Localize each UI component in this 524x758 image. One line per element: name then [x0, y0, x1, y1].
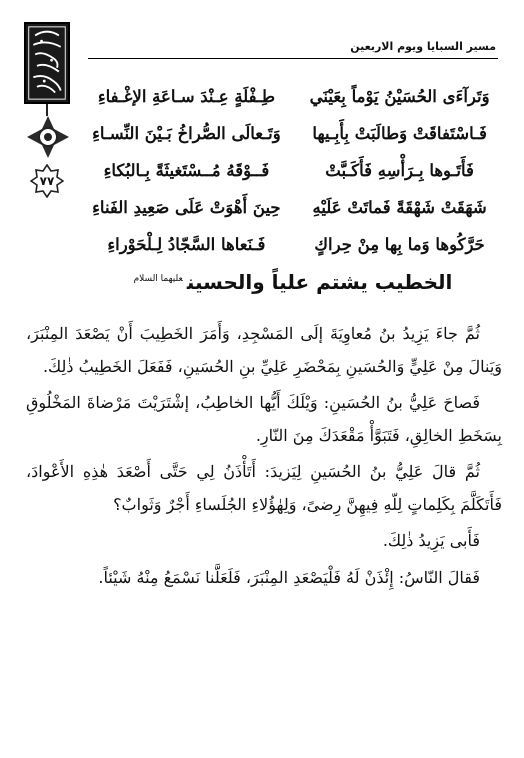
verse-second-hemistich: فَـنَعاها السَّجّادُ لِـلْحَوْراءِ: [107, 235, 266, 254]
section-heading: [88, 270, 498, 294]
paragraph: فَصاحَ عَلِيُّ بنُ الحُسَينِ: وَيْلَكَ أَيُّها الخاطِبُ، إشْتَرَيْتَ مَرْضاةَ المَخْلُوقِ بِسَخَطِ الخالِقِ، فَتَبَوَّأْ مَقْعَدَكَ مِنَ النّارِ.: [26, 393, 502, 445]
verse-second-hemistich: فَــوْقَهُ مُــسْتَغيثَةً بِـالبُكاءِ: [103, 161, 270, 180]
paragraph: فَقالَ النّاسُ: إِئْذَنْ لَهُ فَلْيَصْعَدِ المِنْبَرَ، فَلَعَلَّنا نَسْمَعُ مِنْهُ شَيْئاً.: [98, 567, 480, 587]
verse-second-hemistich: حِينَ أَهْوَتْ عَلَى صَعِيدِ الفَناءِ: [92, 198, 281, 217]
poem-verse: [88, 115, 498, 152]
paragraph: فَأَبى يَزِيدُ ذٰلِكَ.: [382, 531, 480, 550]
verse-first-hemistich: فَأَتَـوها بِـرَأْسِهِ فَأَكَـبَّتْ: [325, 161, 474, 180]
verse-first-hemistich: حَرَّكُوها وَما بِها مِنْ حِراكٍ: [314, 235, 485, 254]
running-header-title: مسير السبايا ويوم الاربعين: [350, 40, 496, 53]
header-divider: [88, 58, 498, 59]
poem-verse: [88, 78, 498, 115]
poem-verse: [88, 189, 498, 226]
verse-second-hemistich: طِـفْلَةٍ عِـنْدَ سـاعَةِ الإغْـفاءِ: [97, 87, 275, 106]
medallion-ornament-icon: [25, 114, 71, 160]
paragraph: ثُمَّ قالَ عَلِيُّ بنُ الحُسَينِ لِيَزيدَ: أَتَأْذَنُ لِي حَتَّى أَصْعَدَ هٰذِهِ الأَعْوادَ، فَأَتَكَلَّمَ بِكَلِماتٍ لِلّهِ فِيهِنَّ رِضىً، وَلِهٰؤُلاءِ الجُلَساءِ أَجْرٌ وَثَوابٌ؟: [26, 462, 502, 514]
verse-second-hemistich: وَتَـعالَى الصُّراخُ بَـيْنَ النِّسـاءِ: [92, 124, 281, 143]
body-text: [26, 318, 502, 598]
honorific-blessing: عليهما السلام: [133, 274, 183, 285]
verse-first-hemistich: فَـاسْتَفاقَتْ وَطالَبَتْ بِأَبِـيها: [312, 124, 487, 143]
poem-verse: [88, 152, 498, 189]
poem-verse: [88, 226, 498, 263]
paragraph: ثُمَّ جاءَ يَزِيدُ بنُ مُعاوِيَةَ إلَى المَسْجِدِ، وَأَمَرَ الخَطِيبَ أَنْ يَصْعَدَ المِنْبَرَ، وَيَنالَ مِنْ عَلِيٍّ وَالحُسَينِ بِمَحْضَرِ عَلِيِّ بنِ الحُسَينِ، فَفَعَلَ الخَطِيبُ ذٰلِكَ.: [26, 324, 502, 376]
poem-block: [88, 78, 498, 263]
verse-first-hemistich: شَهَقَتْ شَهْقَةً فَماتَتْ عَلَيْهِ: [312, 198, 487, 217]
page-number-text: ٧٧: [39, 174, 55, 188]
verse-first-hemistich: وَتَرآءَى الحُسَيْنُ يَوْماً بِعَيْنَي: [309, 87, 490, 106]
calligraphy-emblem-icon: [24, 22, 70, 104]
section-heading-text: الخطيب يشتم علياً والحسين: [186, 270, 453, 294]
page-number: [30, 164, 64, 198]
